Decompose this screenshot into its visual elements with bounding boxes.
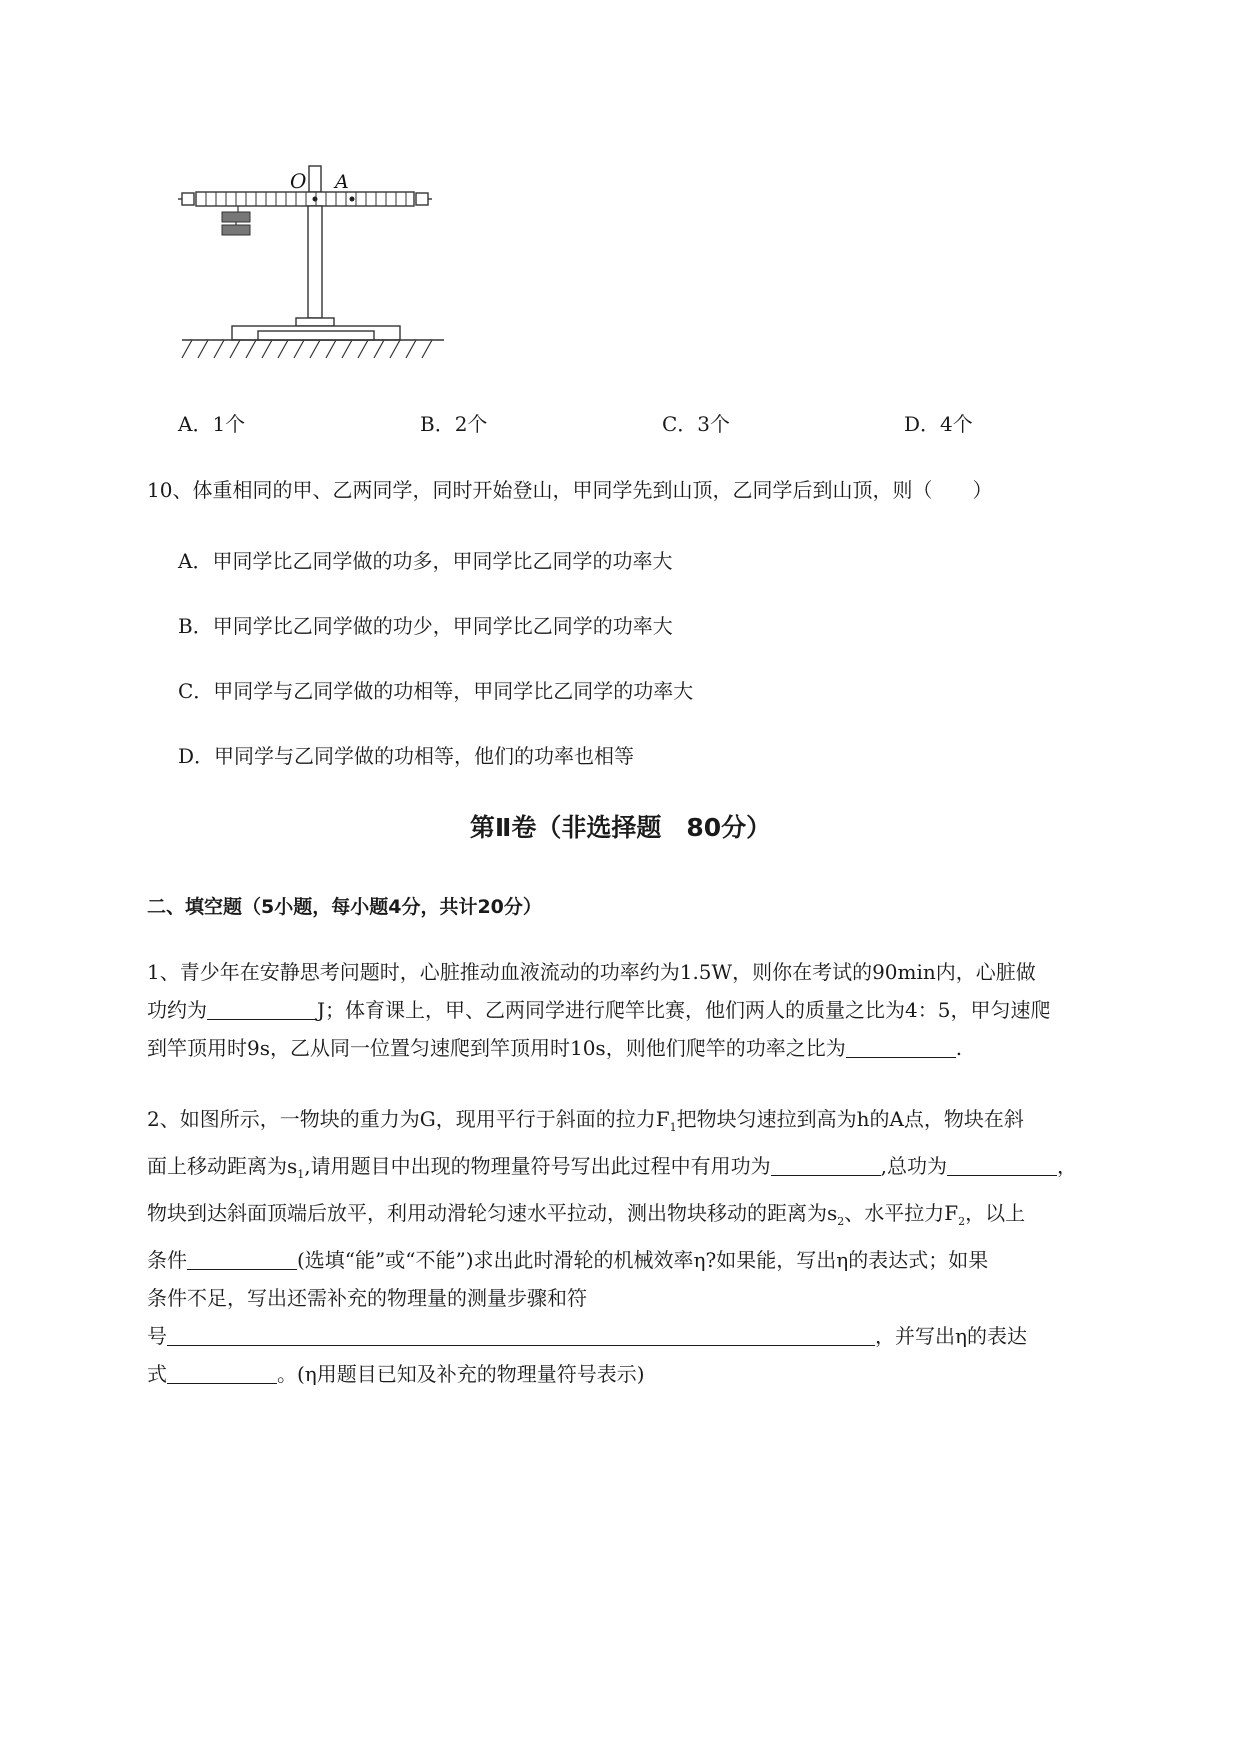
q9-option-a[interactable]: A．1个 — [178, 412, 246, 436]
ground-hatch-line — [358, 340, 368, 358]
ground-hatch-line — [406, 340, 416, 358]
subscript-s2: 2 — [837, 1215, 845, 1228]
q9-option-d[interactable]: D．4个 — [904, 412, 973, 436]
ground-hatch-line — [182, 340, 192, 358]
point-a — [350, 197, 355, 202]
weight-1 — [222, 212, 250, 222]
fill2-line4-b: (选填“能”或“不能”)求出此时滑轮的机械效率η?如果能，写出η的表达式；如果 — [297, 1248, 989, 1272]
fill2-line2-b: ,请用题目中出现的物理量符号写出此过程中有用功为 — [304, 1154, 771, 1178]
ground-hatch-line — [342, 340, 352, 358]
ground-hatch-line — [278, 340, 288, 358]
fill2-line1-b: 把物块匀速拉到高为h的A点，物块在斜 — [676, 1107, 1024, 1131]
fill2-line3-c: ，以上 — [965, 1201, 1026, 1225]
fill1-line2-a: 功约为 — [147, 998, 207, 1022]
ground-hatch-line — [230, 340, 240, 358]
ground-hatch-line — [422, 340, 432, 358]
ground-hatch-line — [198, 340, 208, 358]
lever-diagram — [178, 160, 458, 365]
ground-hatch-line — [262, 340, 272, 358]
fill2-line3-b: 、水平拉力F — [844, 1201, 959, 1225]
fill2-line5: 条件不足，写出还需补充的物理量的测量步骤和符 — [147, 1286, 587, 1310]
fill2-line6-a: 号 — [147, 1324, 167, 1348]
fill1-line1: 1、青少年在安静思考问题时，心脏推动血液流动的功率约为1.5W，则你在考试的90min内，心脏做 — [147, 960, 1036, 984]
fill2-line7-b: 。(η用题目已知及补充的物理量符号表示) — [277, 1362, 645, 1386]
fill-question-1 — [147, 953, 1157, 1067]
ground-hatch-line — [246, 340, 256, 358]
subscript-f2: 2 — [958, 1215, 966, 1228]
ground-hatch-line — [390, 340, 400, 358]
fill2-measurement-steps-blank[interactable] — [167, 1324, 875, 1346]
fill2-useful-work-blank[interactable] — [771, 1154, 881, 1176]
weight-2 — [222, 225, 250, 235]
fill1-line2-b: J；体育课上，甲、乙两同学进行爬竿比赛，他们两人的质量之比为4：5，甲匀速爬 — [317, 998, 1051, 1022]
fill1-answer-blank-2[interactable] — [846, 1036, 956, 1058]
fill2-line2-a: 面上移动距离为s — [147, 1154, 298, 1178]
subscript-s1: 1 — [297, 1168, 305, 1181]
fill1-answer-blank-1[interactable] — [207, 998, 317, 1020]
q10-choice-d[interactable]: D．甲同学与乙同学做的功相等，他们的功率也相等 — [178, 744, 635, 768]
fill2-line3-a: 物块到达斜面顶端后放平，利用动滑轮匀速水平拉动，测出物块移动的距离为s — [147, 1201, 838, 1225]
q10-stem: 10、体重相同的甲、乙两同学，同时开始登山，甲同学先到山顶，乙同学后到山顶，则（ ） — [147, 478, 993, 502]
section-subtitle: 二、填空题（5小题，每小题4分，共计20分） — [147, 896, 542, 918]
q9-option-c[interactable]: C．3个 — [662, 412, 731, 436]
fill2-can-cannot-blank[interactable] — [187, 1248, 297, 1270]
ground-hatch-line — [294, 340, 304, 358]
fill2-line6-b: ，并写出η的表达 — [875, 1324, 1027, 1348]
q10-choice-b[interactable]: B．甲同学比乙同学做的功少，甲同学比乙同学的功率大 — [178, 614, 673, 638]
fill2-line2-c: ,总功为 — [880, 1154, 947, 1178]
q9-option-b[interactable]: B．2个 — [420, 412, 488, 436]
label-a: A — [335, 171, 349, 193]
q10-choice-a[interactable]: A．甲同学比乙同学做的功多，甲同学比乙同学的功率大 — [178, 549, 673, 573]
fill2-line2-d: ， — [1056, 1154, 1077, 1178]
fill-question-2 — [147, 1100, 1157, 1393]
ground-hatch-line — [214, 340, 224, 358]
fill2-line7-a: 式 — [147, 1362, 167, 1386]
fill2-total-work-blank[interactable] — [947, 1154, 1057, 1176]
subscript-1: 1 — [669, 1121, 677, 1134]
fill2-line4-a: 条件 — [147, 1248, 187, 1272]
fill1-line3-a: 到竿顶用时9s，乙从同一位置匀速爬到竿顶用时10s，则他们爬竿的功率之比为 — [147, 1036, 846, 1060]
q10-choice-c[interactable]: C．甲同学与乙同学做的功相等，甲同学比乙同学的功率大 — [178, 679, 694, 703]
ground-hatch-line — [310, 340, 320, 358]
fill1-line3-b: . — [955, 1036, 963, 1060]
fill2-line1-a: 2、如图所示，一物块的重力为G，现用平行于斜面的拉力F — [147, 1107, 670, 1131]
label-o: O — [290, 169, 307, 193]
ground-hatch-line — [326, 340, 336, 358]
pivot-point-o — [313, 197, 318, 202]
ground-hatch-line — [374, 340, 384, 358]
fill2-efficiency-expression-blank[interactable] — [167, 1362, 277, 1384]
section-title: 第Ⅱ卷（非选择题 80分） — [469, 813, 772, 842]
